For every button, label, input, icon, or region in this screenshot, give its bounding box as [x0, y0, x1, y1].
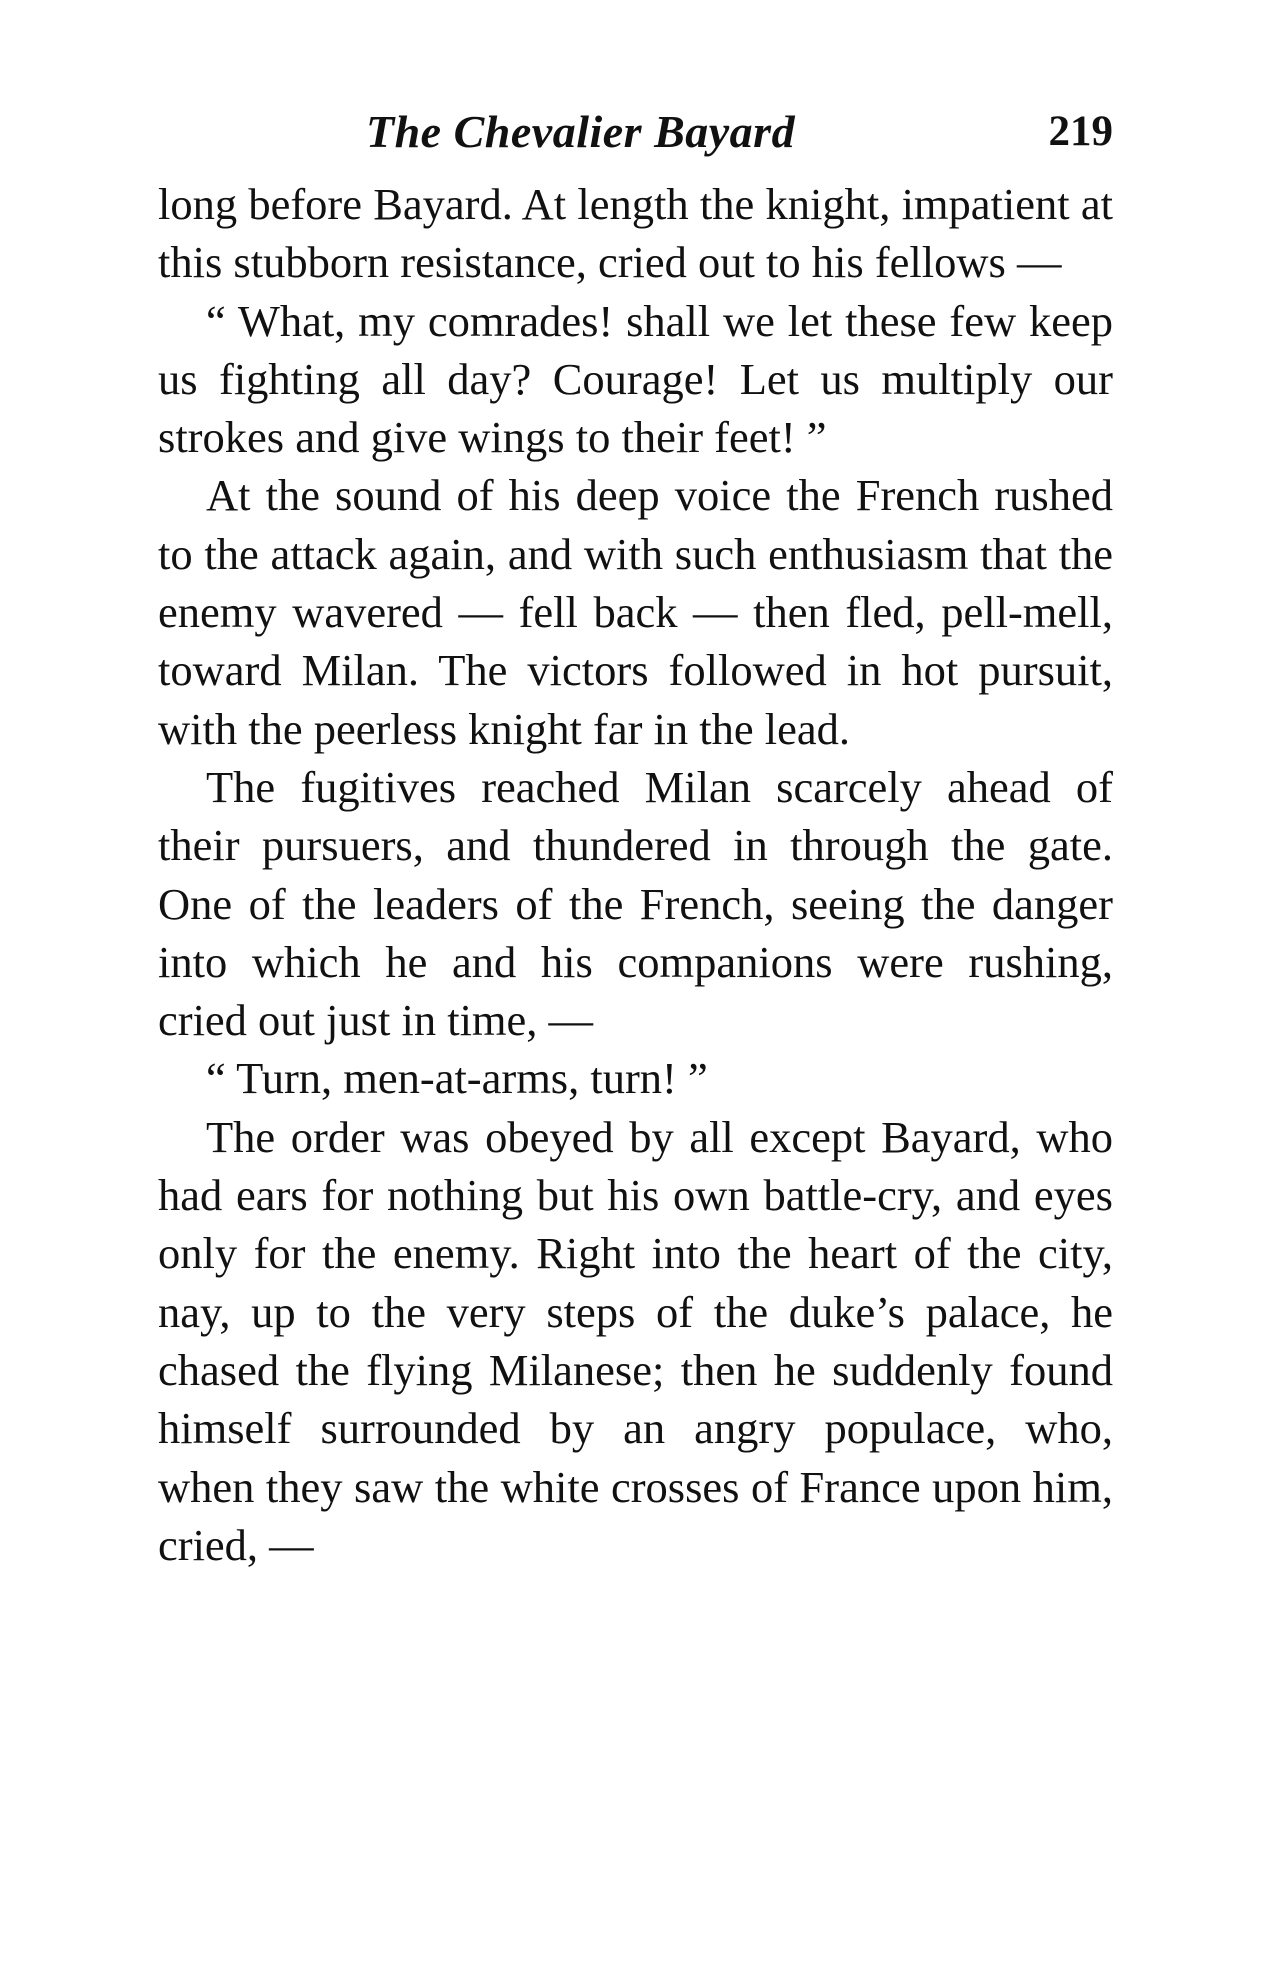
paragraph: The order was obeyed by all except Bayard, who had ears for nothing but his own battle-cry, and eyes only for the enemy. Right into the heart of the city, nay, up to the very steps of the duke’s palace, he chased the flying Milanese; then he suddenly found himself surrounded by an angry populace, who, when they saw the white crosses of France upon him, cried, —	[158, 1111, 1113, 1570]
running-title: The Chevalier Bayard	[366, 106, 796, 157]
running-header	[158, 105, 1113, 171]
paragraph: “ Turn, men-at-arms, turn! ”	[206, 1053, 708, 1104]
book-page	[158, 105, 1113, 1574]
body-text	[158, 175, 1113, 1574]
paragraph-continued: long before Bayard. At length the knight, impatient at this stubborn resistance, cried out to his fellows —	[158, 179, 1113, 288]
paragraph: At the sound of his deep voice the French rushed to the attack again, and with such enthusiasm that the enemy wavered — fell back — then fled, pell-mell, toward Milan. The victors followed in hot pursuit, with the peerless knight far in the lead.	[158, 470, 1113, 754]
paragraph: The fugitives reached Milan scarcely ahead of their pursuers, and thundered in through the gate. One of the leaders of the French, seeing the danger into which he and his companions were rushing, cried out just in time, —	[158, 761, 1113, 1046]
paragraph: “ What, my comrades! shall we let these few keep us fighting all day? Courage! Let us multiply our strokes and give wings to their feet! ”	[158, 295, 1113, 463]
page-number: 219	[1048, 108, 1113, 155]
